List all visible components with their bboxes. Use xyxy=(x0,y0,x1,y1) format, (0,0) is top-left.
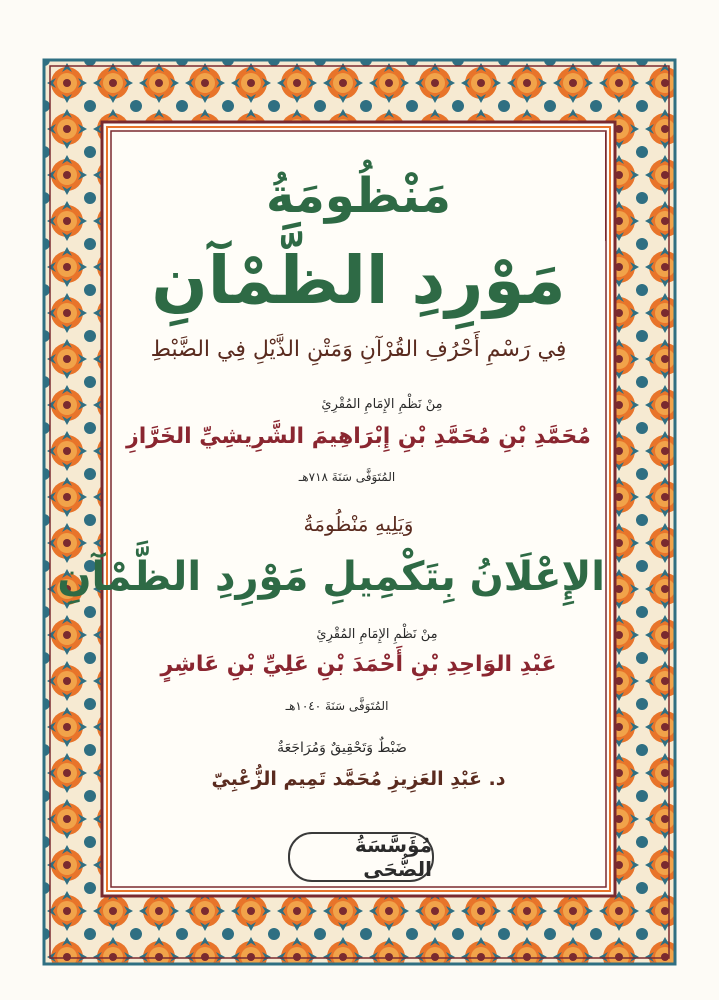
title-line-1: مَنْظُومَةُ xyxy=(266,168,451,224)
second-author-label: مِنْ نَظْمِ الإِمَامِ المُقْرِئِ xyxy=(316,627,438,642)
second-title: الإِعْلَانُ بِتَكْمِيلِ مَوْرِدِ الظَّمْآنِ xyxy=(57,554,605,600)
editing-label: ضَبْطٌ وَتَحْقِيقٌ وَمُرَاجَعَةٌ xyxy=(277,740,407,756)
first-author-death: المُتَوَفَّى سَنَةَ ٧١٨هـ xyxy=(298,470,396,484)
first-author-name: مُحَمَّدِ بْنِ مُحَمَّدِ بْنِ إِبْرَاهِيمَ الشَّرِيشِيِّ الخَرَّازِ xyxy=(126,424,591,449)
second-author-name: عَبْدِ الوَاحِدِ بْنِ أَحْمَدَ بْنِ عَلِيِّ بْنِ عَاشِرٍ xyxy=(160,652,557,677)
second-author-death: المُتَوَفَّى سَنَةَ ١٠٤٠هـ xyxy=(285,699,389,713)
main-title: مَوْرِدِ الظَّمْآنِ xyxy=(151,242,566,319)
publisher-logo-icon xyxy=(288,832,434,882)
editor-name: د. عَبْدِ العَزِيزِ مُحَمَّد تَمِيم الزُّعْبِيّ xyxy=(211,768,506,790)
first-author-label: مِنْ نَظْمِ الإِمَامِ المُقْرِئِ xyxy=(321,397,443,412)
cover-content xyxy=(57,132,605,886)
publisher-name: مُؤَسَّسَةُ الضُّحَى xyxy=(354,833,432,881)
followed-by-label: وَيَلِيهِ مَنْظُومَةُ xyxy=(303,512,414,536)
subtitle: فِي رَسْمِ أَحْرُفِ القُرْآنِ وَمَتْنِ الذَّيْلِ فِي الضَّبْطِ xyxy=(150,337,567,362)
